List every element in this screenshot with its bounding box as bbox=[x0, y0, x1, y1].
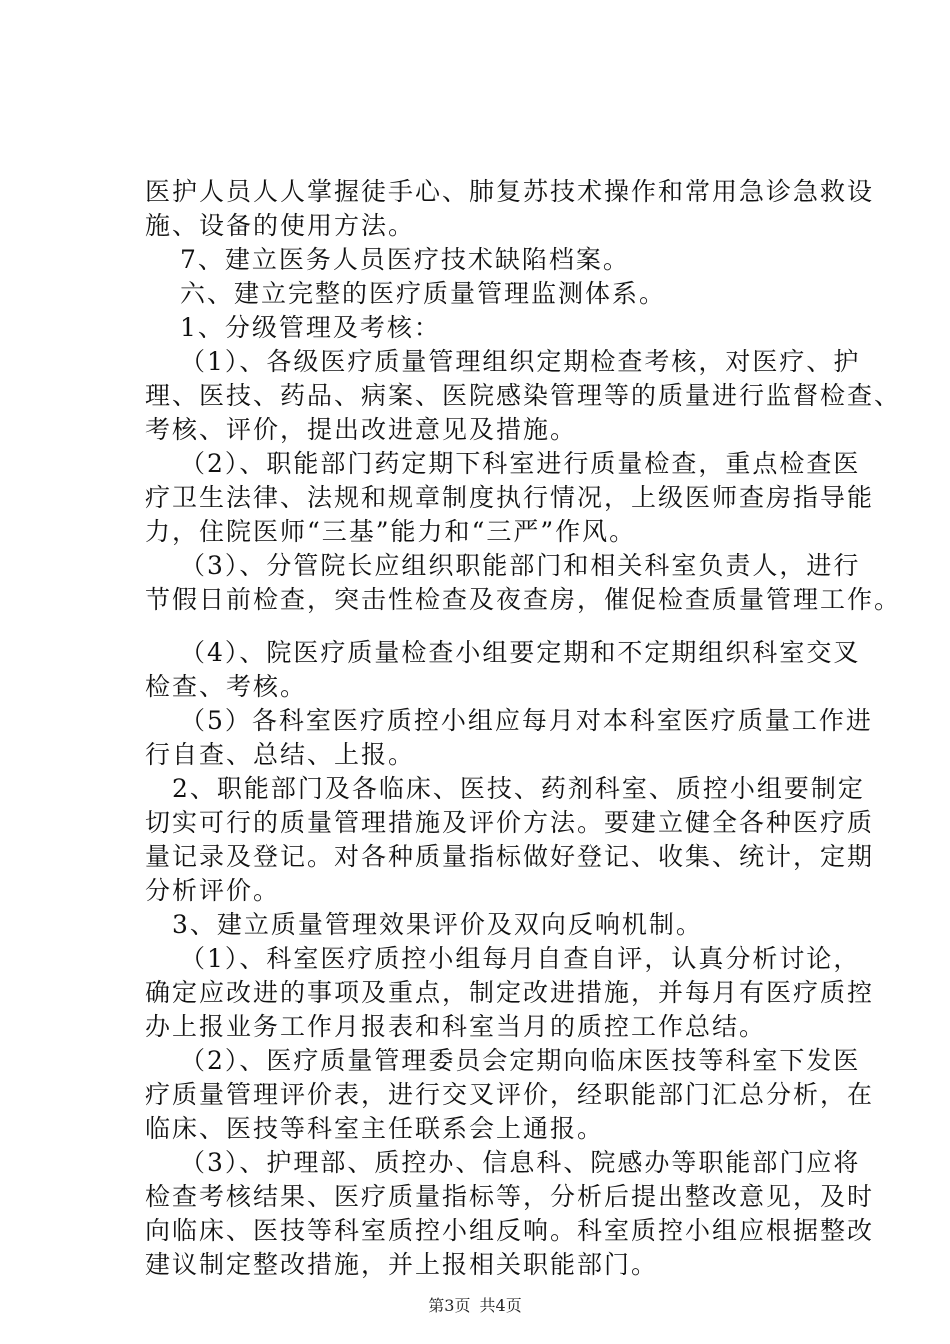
page-number-current: 第3页 bbox=[428, 1296, 471, 1315]
text-line: （4）、院医疗质量检查小组要定期和不定期组织科室交叉 bbox=[180, 638, 861, 667]
text-line: 考核、评价，提出改进意见及措施。 bbox=[145, 415, 578, 444]
text-line: 检查考核结果、医疗质量指标等，分析后提出整改意见，及时 bbox=[145, 1182, 875, 1211]
text-line: （2）、医疗质量管理委员会定期向临床医技等科室下发医 bbox=[180, 1046, 861, 1075]
text-line: 切实可行的质量管理措施及评价方法。要建立健全各种医疗质 bbox=[145, 808, 875, 837]
text-line: （3）、护理部、质控办、信息科、院感办等职能部门应将 bbox=[180, 1148, 861, 1177]
text-line: （5）各科室医疗质控小组应每月对本科室医疗质量工作进 bbox=[180, 706, 873, 735]
text-line: 理、医技、药品、病案、医院感染管理等的质量进行监督检查、 bbox=[145, 381, 902, 410]
text-line: 行自查、总结、上报。 bbox=[145, 740, 416, 769]
text-line: 分析评价。 bbox=[145, 876, 281, 905]
page-footer bbox=[0, 1296, 950, 1316]
text-line: 确定应改进的事项及重点，制定改进措施，并每月有医疗质控 bbox=[145, 978, 875, 1007]
text-line: 向临床、医技等科室质控小组反响。科室质控小组应根据整改 bbox=[145, 1216, 875, 1245]
text-line: 医护人员人人掌握徒手心、肺复苏技术操作和常用急诊急救设 bbox=[145, 177, 875, 206]
text-line: 建议制定整改措施，并上报相关职能部门。 bbox=[145, 1250, 659, 1279]
text-line: 疗质量管理评价表，进行交叉评价，经职能部门汇总分析，在 bbox=[145, 1080, 875, 1109]
text-line: 检查、考核。 bbox=[145, 672, 308, 701]
text-line: 7、建立医务人员医疗技术缺陷档案。 bbox=[180, 245, 630, 274]
text-line: 力，住院医师“三基”能力和“三严”作风。 bbox=[145, 517, 637, 546]
text-line: （1）、科室医疗质控小组每月自查自评，认真分析讨论， bbox=[180, 944, 861, 973]
text-line: 量记录及登记。对各种质量指标做好登记、收集、统计，定期 bbox=[145, 842, 875, 871]
text-line: 办上报业务工作月报表和科室当月的质控工作总结。 bbox=[145, 1012, 767, 1041]
text-line: 3、建立质量管理效果评价及双向反响机制。 bbox=[172, 910, 703, 939]
text-line: （2）、职能部门药定期下科室进行质量检查，重点检查医 bbox=[180, 449, 861, 478]
text-line: 疗卫生法律、法规和规章制度执行情况，上级医师查房指导能 bbox=[145, 483, 875, 512]
text-line: （3）、分管院长应组织职能部门和相关科室负责人，进行 bbox=[180, 551, 861, 580]
text-line: 施、设备的使用方法。 bbox=[145, 211, 416, 240]
text-line: （1）、各级医疗质量管理组织定期检查考核，对医疗、护 bbox=[180, 347, 861, 376]
page-number-total: 共4页 bbox=[479, 1296, 522, 1315]
text-line: 六、建立完整的医疗质量管理监测体系。 bbox=[180, 279, 667, 308]
text-line: 临床、医技等科室主任联系会上通报。 bbox=[145, 1114, 605, 1143]
text-line: 1、分级管理及考核： bbox=[180, 313, 441, 342]
text-line: 节假日前检查，突击性检查及夜查房，催促检查质量管理工作。 bbox=[145, 585, 902, 614]
text-line: 2、职能部门及各临床、医技、药剂科室、质控小组要制定 bbox=[172, 774, 865, 803]
